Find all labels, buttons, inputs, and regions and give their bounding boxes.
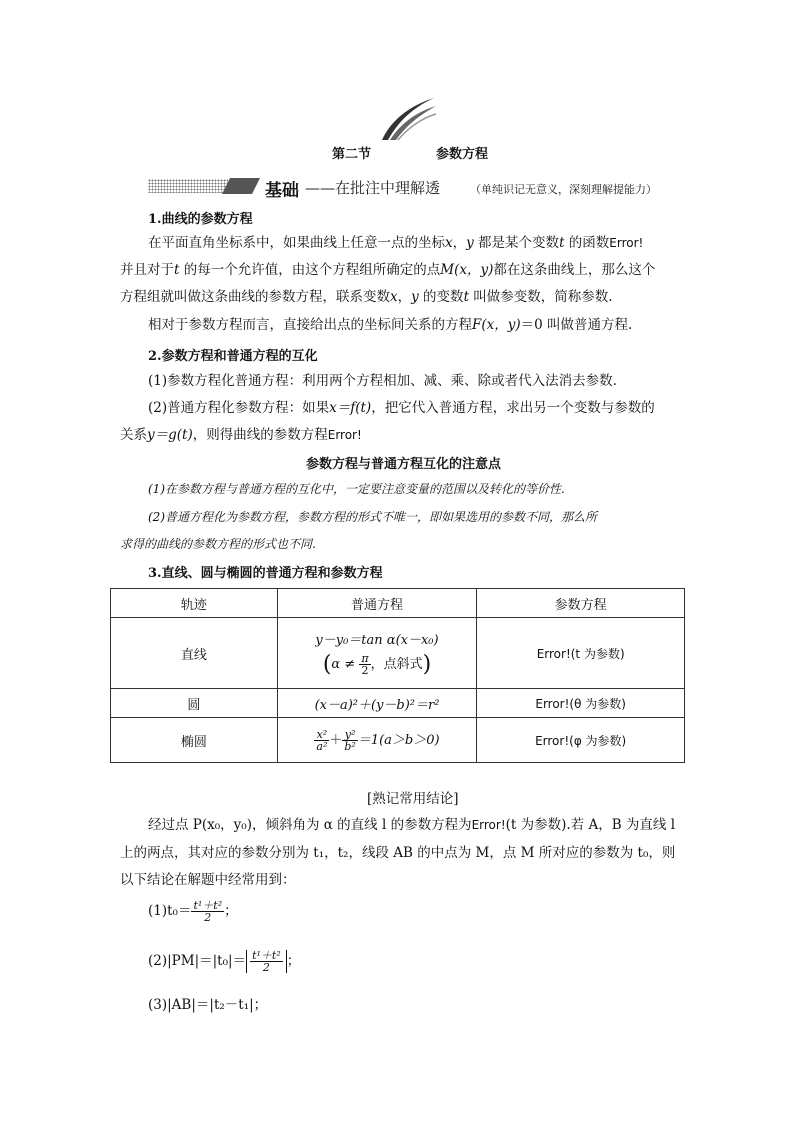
text-span: ＝1(a＞b＞0): [357, 732, 440, 748]
math-var: t: [463, 289, 469, 305]
table-cell: Error!(t 为参数): [477, 618, 685, 689]
text-span: ，: [452, 235, 467, 251]
fraction-numerator: x²: [316, 727, 328, 741]
text-span: 叫做参变数，简称参数.: [469, 289, 613, 305]
table-cell: Error!(φ 为参数): [477, 718, 685, 763]
banner-subtitle: ——在批注中理解透: [305, 179, 441, 197]
note-title: 参数方程与普通方程互化的注意点: [306, 457, 502, 472]
page-title: 参数方程: [436, 147, 489, 162]
paragraph-line: [120, 287, 613, 307]
table-cell: 直线: [111, 618, 278, 689]
conclusions-title: [熟记常用结论]: [367, 791, 459, 807]
fraction: [342, 729, 357, 752]
fraction: [359, 653, 370, 676]
heading-equations: 3.直线、圆与椭圆的普通方程和参数方程: [148, 566, 383, 581]
table-cell: Error!(θ 为参数): [477, 689, 685, 718]
fraction-denominator: 2: [250, 961, 283, 973]
table-header: 参数方程: [477, 589, 685, 618]
note-item-2a: (2)普通方程化为参数方程，参数方程的形式不唯一，即如果选用的参数不同，那么所: [148, 510, 598, 524]
text-span: (2)普通方程化参数方程：如果: [148, 400, 330, 416]
table-cell: 圆: [111, 689, 278, 718]
line-equation: y－y₀＝tan α(x－x₀): [315, 633, 439, 648]
fraction: [250, 950, 283, 973]
text-span: 并且对于: [120, 262, 174, 278]
fraction-denominator: b²: [344, 739, 356, 753]
paragraph-line: [148, 398, 655, 418]
text-span: (t 为参数).若 A，B 为直线 l: [505, 817, 676, 833]
math-var: t: [174, 262, 180, 278]
text-span: 关系: [120, 427, 147, 443]
paren-right: ): [422, 652, 432, 677]
math-var: M: [440, 262, 455, 278]
text-span: ；: [286, 953, 301, 969]
section-number: 第二节: [332, 147, 372, 162]
table-cell: [277, 718, 477, 763]
fraction: [191, 900, 224, 923]
text-span: ＋: [329, 732, 343, 748]
text-span: ，把它代入普通方程，求出另一个变数与参数的: [371, 400, 655, 416]
formula-3: (3)|AB|＝|t₂－t₁|；: [148, 997, 268, 1013]
paragraph-line: [120, 260, 655, 280]
math-var: α: [331, 657, 341, 672]
table-cell: [277, 618, 477, 689]
banner-note: （单纯识记无意义，深刻理解提能力）: [470, 183, 657, 196]
text-span: 经过点 P(x₀，y₀)，倾斜角为 α 的直线 l 的参数方程为: [148, 817, 472, 833]
math-var: x: [390, 289, 398, 305]
formula-1: [148, 900, 238, 923]
table-header: 普通方程: [277, 589, 477, 618]
absolute-bars: [246, 950, 287, 973]
text-span: 都是某个变数: [473, 235, 560, 251]
paragraph-line: [148, 815, 675, 835]
fraction-numerator: y²: [344, 727, 356, 741]
text-span: ≠: [340, 657, 360, 672]
text-span: (2)|PM|＝|t₀|＝: [148, 953, 247, 969]
table-row-circle: [111, 689, 685, 718]
fraction-denominator: 2: [359, 664, 370, 676]
paragraph-line: [148, 315, 632, 335]
table-header-row: [111, 589, 685, 618]
heading-conversion: 2.参数方程和普通方程的互化: [148, 349, 318, 364]
text-span: ，: [397, 289, 412, 305]
note-item-1: (1)在参数方程与普通方程的互化中，一定要注意变量的范围以及转化的等价性.: [148, 482, 565, 496]
paragraph-line: 以下结论在解题中经常用到：: [120, 872, 296, 888]
paragraph-line: [148, 233, 643, 253]
math-var: t: [559, 235, 565, 251]
paren-left: (: [322, 652, 332, 677]
text-span: ，点斜式: [370, 657, 423, 672]
error-placeholder: Error!: [609, 236, 644, 250]
text-span: 的每一个允许值，由这个方程组所确定的点: [179, 262, 441, 278]
banner-bar-icon: [222, 178, 260, 194]
math-expr: y＝g(t): [147, 427, 193, 443]
swoosh-logo-icon: [378, 96, 438, 142]
fraction: [314, 729, 329, 752]
text-span: (1)t₀＝: [148, 903, 192, 919]
table-cell: 椭圆: [111, 718, 278, 763]
table-cell: (x－a)²＋(y－b)²＝r²: [277, 689, 477, 718]
math-var: (x，y): [481, 317, 521, 333]
equations-table: [110, 588, 685, 763]
text-span: 的函数: [564, 235, 610, 251]
text-span: ，则得曲线的参数方程: [192, 427, 328, 443]
fraction-denominator: 2: [191, 911, 224, 923]
math-var: x: [445, 235, 453, 251]
conversion-item-1: (1)参数方程化普通方程：利用两个方程相加、减、乘、除或者代入法消去参数.: [148, 373, 617, 389]
math-var: y: [466, 235, 474, 251]
paragraph-line: 上的两点，其对应的参数分别为 t₁，t₂，线段 AB 的中点为 M，点 M 所对应的参数为 t₀，则: [120, 845, 676, 861]
formula-2: [148, 950, 300, 973]
error-placeholder: Error!: [327, 428, 362, 442]
table-row-line: [111, 618, 685, 689]
math-var: F: [472, 317, 482, 333]
text-span: 都在这条曲线上，那么这个: [493, 262, 656, 278]
text-span: ＝0 叫做普通方程.: [520, 317, 633, 333]
banner-title: 基础: [265, 181, 299, 201]
fraction-denominator: a²: [316, 739, 328, 753]
math-var: y: [411, 289, 419, 305]
text-span: 方程组就叫做这条曲线的参数方程，联系变数: [120, 289, 390, 305]
table-header: 轨迹: [111, 589, 278, 618]
math-var: (x，y): [454, 262, 494, 278]
fraction-numerator: t¹＋t²: [193, 899, 223, 912]
text-span: 在平面直角坐标系中，如果曲线上任意一点的坐标: [148, 235, 445, 251]
paragraph-line: [120, 425, 362, 445]
text-span: 的变数: [418, 289, 464, 305]
text-span: ；: [224, 903, 238, 919]
fraction-numerator: π: [361, 652, 369, 665]
math-expr: x＝f(t): [329, 400, 372, 416]
table-row-ellipse: [111, 718, 685, 763]
text-span: 相对于参数方程而言，直接给出点的坐标间关系的方程: [148, 317, 472, 333]
note-item-2b: 求得的曲线的参数方程的形式也不同.: [120, 537, 316, 551]
banner-dots: [148, 179, 228, 193]
fraction-numerator: t¹＋t²: [252, 949, 281, 962]
heading-curve-parametric: 1.曲线的参数方程: [148, 212, 253, 227]
line-condition: [278, 652, 477, 677]
error-placeholder: Error!: [471, 818, 506, 832]
